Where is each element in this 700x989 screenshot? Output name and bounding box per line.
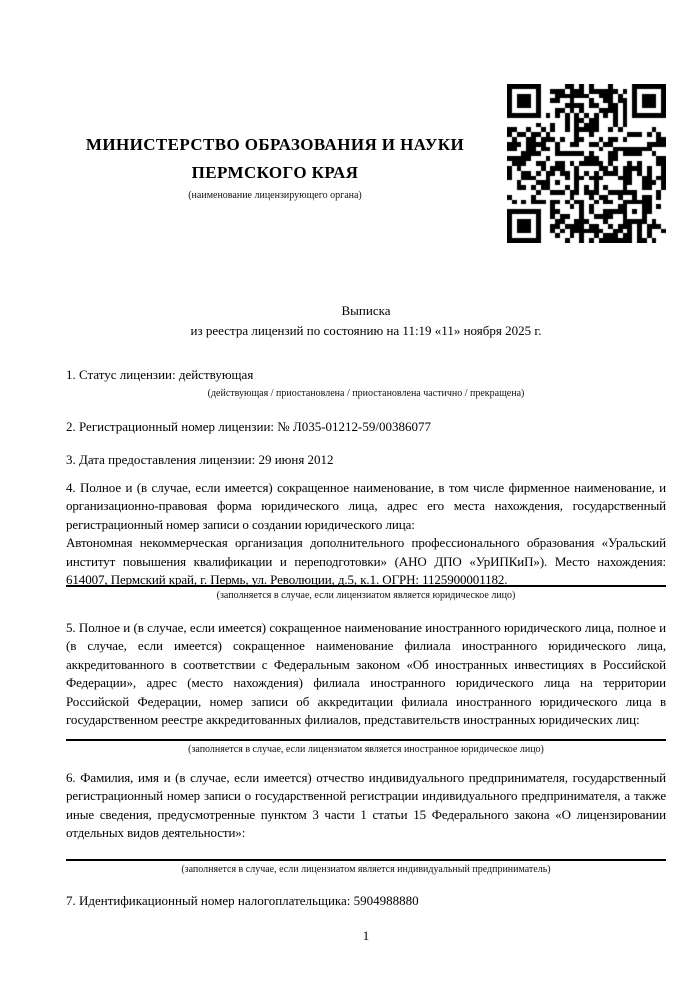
license-status-section: [66, 366, 666, 400]
page-number: 1: [362, 928, 370, 943]
license-status-options-caption: (действующая / приостановлена / приостановлена частично / прекращена): [207, 388, 525, 400]
individual-entrepreneur-text: 6. Фамилия, имя и (в случае, если имеется) отчество индивидуального предпринимателя, государственный регистрационный номер записи о государственной регистрации индивидуального предпринимателя, а также иные сведения, предусмотренные пунктом 3 части 1 статьи 15 Федерального закона «О лицензировании отдельных видов деятельности»:: [66, 770, 666, 841]
foreign-entity-section: [66, 619, 666, 756]
taxpayer-id-section: [66, 892, 666, 910]
taxpayer-id-text: 7. Идентификационный номер налогоплательщика: 5904988880: [66, 893, 419, 908]
individual-entrepreneur-rule-caption: (заполняется в случае, если лицензиатом является индивидуальный предприниматель): [181, 863, 551, 875]
document-title-block: [66, 301, 666, 340]
qr-code-icon: [507, 84, 666, 243]
licensing-authority-name-line1: МИНИСТЕРСТВО ОБРАЗОВАНИЯ И НАУКИ: [85, 135, 465, 154]
document-title: Выписка: [341, 303, 391, 318]
licensing-authority-name-line2: ПЕРМСКОГО КРАЯ: [191, 163, 359, 182]
licensing-authority-block: [66, 131, 484, 202]
foreign-entity-rule-caption: (заполняется в случае, если лицензиатом является иностранное юридическое лицо): [188, 744, 544, 756]
licensing-authority-caption: (наименование лицензирующего органа): [188, 190, 362, 201]
grant-date-section: [66, 451, 666, 469]
foreign-entity-text: 5. Полное и (в случае, если имеется) сокращенное наименование иностранного юридического лица, полное и (в случае, если имеется) сокращенное наименование филиала иностранного юридического лица, аккредитованного в соответствии с Федеральным законом «Об иностранных инвестициях в Российской Федерации», адрес (место нахождения) филиала иностранного юридического лица на территории Российской Федерации, номер записи об аккредитации филиала иностранного юридического лица в государственном реестре аккредитованных филиалов, представительств иностранных юридических лиц:: [66, 620, 666, 728]
legal-entity-section: [66, 479, 666, 602]
foreign-entity-fill-rule: [66, 739, 666, 741]
legal-entity-rule-caption: (заполняется в случае, если лицензиатом является юридическое лицо): [216, 590, 516, 602]
legal-entity-text: 4. Полное и (в случае, если имеется) сокращенное наименование, в том числе фирменное наименование, и организационно-правовая форма юридического лица, адрес его места нахождения, государственный регистрационный номер записи о создании юридического лица:: [66, 480, 666, 532]
registration-number-text: 2. Регистрационный номер лицензии: № Л035-01212-59/00386077: [66, 419, 432, 434]
document-subtitle: из реестра лицензий по состоянию на 11:19 «11» ноября 2025 г.: [190, 322, 542, 338]
grant-date-text: 3. Дата предоставления лицензии: 29 июня 2012: [66, 452, 334, 467]
license-status-text: 1. Статус лицензии: действующая: [66, 367, 254, 382]
legal-entity-value: Автономная некоммерческая организация дополнительного профессионального образования «Уральский институт повышения квалификации и переподготовки» (АНО ДПО «УрИПКиП»). Место нахождения: 614007, Пермский край, г. Пермь, ул. Революции, д.5, к.1. ОГРН: 1125900001182.: [66, 535, 666, 588]
individual-entrepreneur-section: [66, 769, 666, 876]
individual-entrepreneur-fill-rule: [66, 859, 666, 861]
registration-number-section: [66, 418, 666, 436]
